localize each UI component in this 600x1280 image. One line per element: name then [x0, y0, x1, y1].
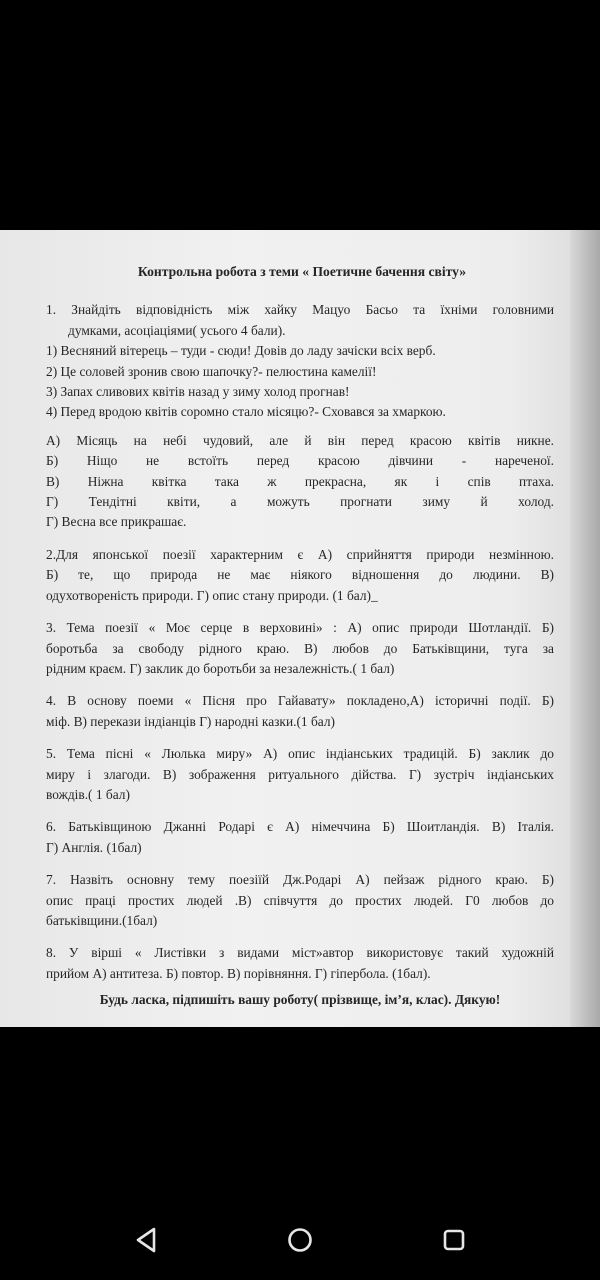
task-line: опис праці простих людей .В) співчуття до простих людей. Г0 любов до: [46, 892, 554, 908]
task-1: [46, 300, 554, 532]
task-line: одухотвореність природи. Г) опис стану природи. (1 бал)_: [46, 587, 378, 603]
task-line: вождів.( 1 бал): [46, 786, 130, 802]
task-7: [46, 870, 554, 931]
task-3: [46, 618, 554, 679]
task-line: Б) те, що природа не має ніякого відношення до людини. В): [46, 567, 554, 583]
back-button[interactable]: [128, 1222, 164, 1258]
task-line: боротьба за свободу рідного краю. В) любов до Батьківщини, туга за: [46, 640, 554, 656]
task-1-lead-cont: думками, асоціаціями( усього 4 бали).: [68, 322, 286, 338]
task-2: [46, 545, 554, 606]
task-line: миру і злагоди. В) зображення ритуального дійства. Г) зустріч індіанських: [46, 766, 554, 782]
haiku-item: 2) Це соловей зронив свою шапочку?- пелюстина камелії!: [46, 363, 377, 379]
page-title: Контрольна робота з теми « Поетичне бачення світу»: [137, 264, 467, 279]
closing-note: Будь ласка, підпишіть вашу роботу( прізвище, ім’я, клас). Дякую!: [99, 992, 501, 1008]
task-line: 7. Назвіть основну тему поезіїй Дж.Родарі А) пейзаж рідного краю. Б): [46, 872, 554, 888]
task-line: міф. В) перекази індіанців Г) народні казки.(1 бал): [46, 713, 335, 729]
answer-option: Б) Ніщо не встоїть перед красою дівчини - нареченої.: [46, 453, 554, 469]
task-line: 8. У вірші « Листівки з видами міст»автор використовує такий художній: [46, 945, 554, 961]
task-line: 6. Батьківщиною Джанні Родарі є А) німеччина Б) Шоитландія. В) Італія.: [46, 819, 554, 835]
haiku-item: 3) Запах сливових квітів назад у зиму холод прогнав!: [46, 384, 350, 400]
circle-home-icon: [286, 1226, 314, 1254]
task-1-lead: 1. Знайдіть відповідність між хайку Мацуо Басьо та їхніми головними: [46, 302, 554, 318]
task-line: прийом А) антитеза. Б) повтор. В) порівняння. Г) гіпербола. (1бал).: [46, 965, 431, 981]
task-line: Г) Англія. (1бал): [46, 839, 142, 855]
task-5: [46, 744, 554, 805]
answer-option: В) Ніжна квітка така ж прекрасна, як і спів птаха.: [46, 473, 554, 489]
navigation-bar: [0, 1196, 600, 1280]
task-6: [46, 817, 554, 858]
task-line: 2.Для японської поезії характерним є А) сприйняття природи незмінною.: [46, 546, 554, 562]
triangle-back-icon: [133, 1226, 159, 1254]
haiku-item: 1) Весняний вітерець – туди - сюди! Довів до ладу зачіски всіх верб.: [46, 343, 436, 359]
task-line: рідним краєм. Г) заклик до боротьби за незалежність.( 1 бал): [46, 660, 395, 676]
photo-edge-shadow: [570, 230, 600, 1027]
task-line: 3. Тема поезії « Моє серце в верховині» : А) опис природи Шотландії. Б): [46, 620, 554, 636]
recents-button[interactable]: [436, 1222, 472, 1258]
document-photo: [0, 230, 600, 1027]
task-line: 5. Тема пісні « Люлька миру» А) опис індіанських традицій. Б) заклик до: [46, 746, 554, 762]
answer-option: А) Місяць на небі чудовий, але й він перед красою квітів никне.: [46, 432, 554, 448]
haiku-item: 4) Перед вродою квітів соромно стало місяцю?- Сховався за хмаркою.: [46, 404, 446, 420]
answer-option: Г) Тендітні квіти, а можуть прогнати зиму й холод.: [46, 494, 554, 510]
answer-option: Г) Весна все прикрашає.: [46, 514, 187, 530]
home-button[interactable]: [282, 1222, 318, 1258]
task-4: [46, 691, 554, 732]
task-line: батьківщини.(1бал): [46, 912, 158, 928]
square-recents-icon: [441, 1227, 467, 1253]
task-line: 4. В основу поеми « Пісня про Гайавату» покладено,А) історичні події. Б): [46, 693, 554, 709]
worksheet: [46, 262, 554, 1011]
task-8: [46, 943, 554, 984]
